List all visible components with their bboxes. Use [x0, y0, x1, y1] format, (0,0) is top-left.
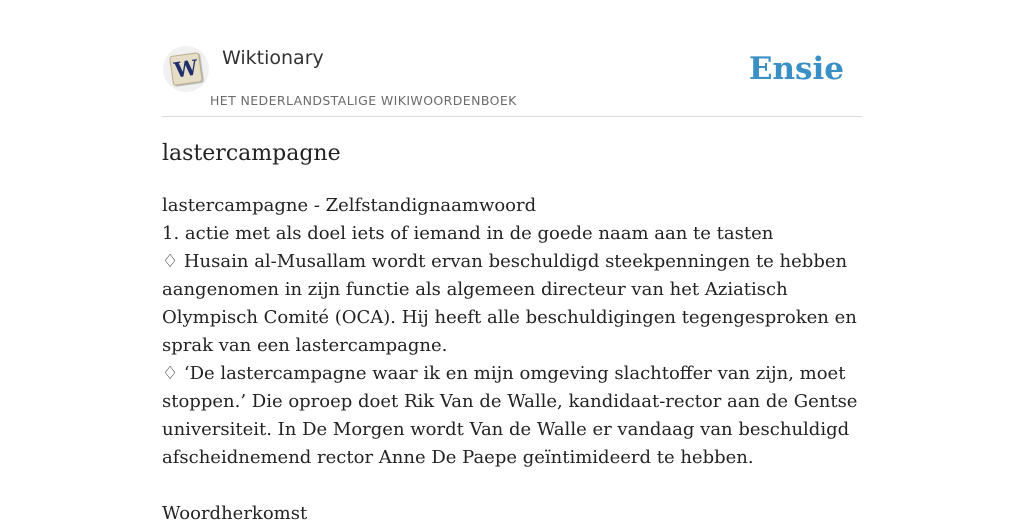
- logo-letter: W: [172, 54, 200, 83]
- site-name[interactable]: Wiktionary: [222, 47, 324, 69]
- headword-line: lastercampagne - Zelfstandignaamwoord: [162, 195, 537, 216]
- example-1: ♢ Husain al-Musallam wordt ervan beschuldigd steekpenningen te hebben aangenomen in zijn functie als algemeen directeur van het Aziatisch Olympisch Comité (OCA). Hij heeft alle beschuldigingen tegengesproken en sprak van een lastercampagne.: [162, 251, 857, 356]
- logo-tile: [169, 52, 203, 86]
- spacer: [162, 472, 862, 500]
- site-tagline: HET NEDERLANDSTALIGE WIKIWOORDENBOEK: [210, 93, 517, 108]
- example-2: ♢ ‘De lastercampagne waar ik en mijn omgeving slachtoffer van zijn, moet stoppen.’ Die oproep doet Rik Van de Walle, kandidaat-rector aan de Gentse universiteit. In De Morgen wordt Van de Walle er vandaag van beschuldigd afscheidnemend rector Anne De Paepe geïntimideerd te hebben.: [162, 363, 858, 468]
- ensie-brand-link[interactable]: Ensie: [748, 51, 844, 87]
- definition: 1. actie met als doel iets of iemand in de goede naam aan te tasten: [162, 223, 774, 244]
- page-title: lastercampagne: [162, 141, 341, 166]
- site-header: [162, 0, 862, 117]
- entry-content: [162, 192, 862, 528]
- wiktionary-logo-icon[interactable]: [163, 46, 209, 92]
- section-heading-etymology: Woordherkomst: [162, 503, 308, 524]
